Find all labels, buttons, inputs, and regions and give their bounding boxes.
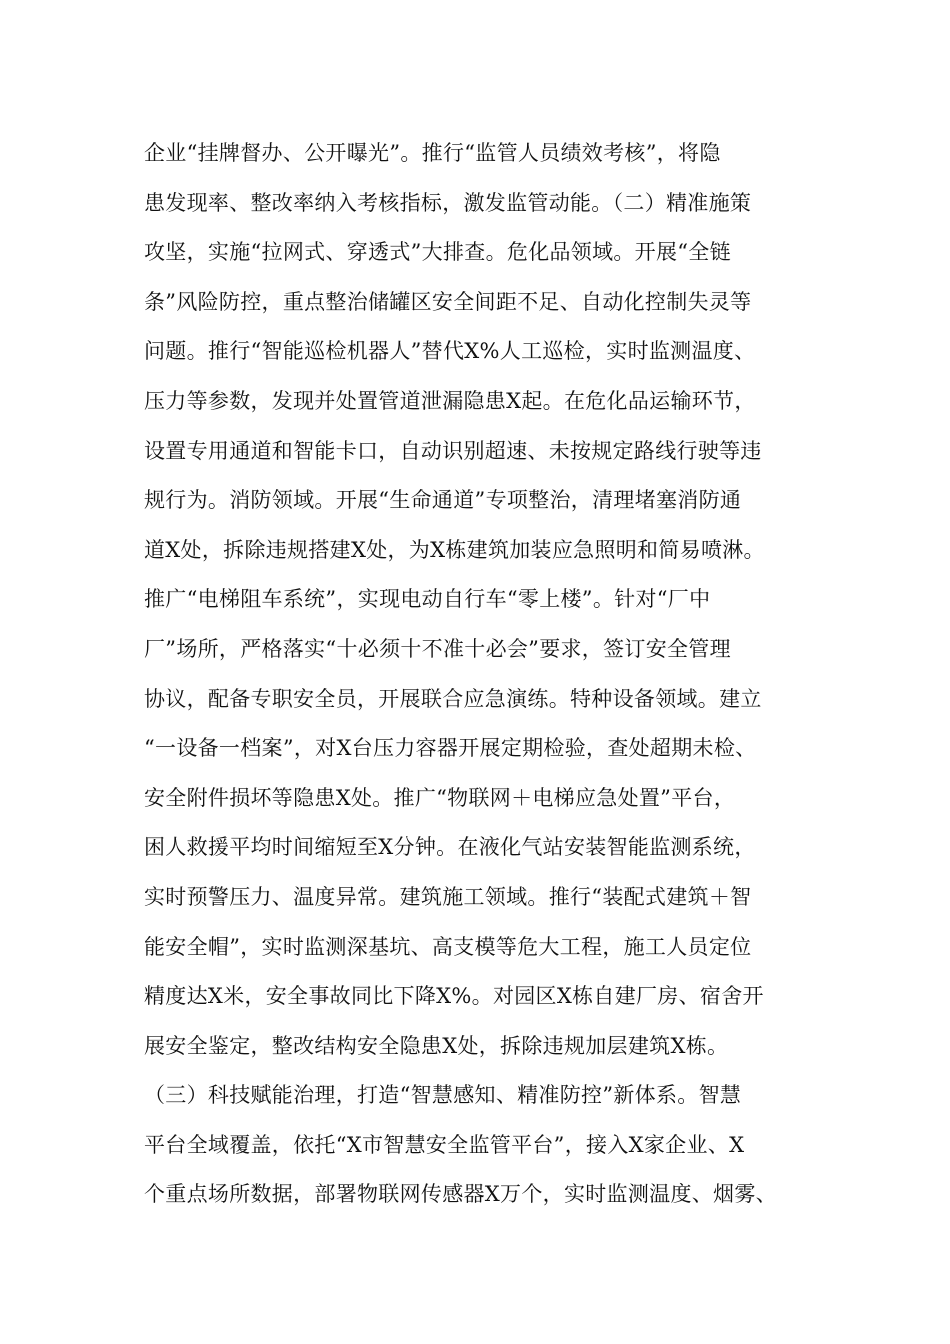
text-line: 道X处，拆除违规搭建X处，为X栋建筑加装应急照明和简易喷淋。 <box>144 537 765 562</box>
text-line: 厂”场所，严格落实“十必须十不准十必会”要求，签订安全管理 <box>144 636 731 661</box>
text-line: 压力等参数，发现并处置管道泄漏隐患X起。在危化品运输环节， <box>144 388 756 413</box>
text-line: 实时预警压力、温度异常。建筑施工领域。推行“装配式建筑＋智 <box>144 884 752 909</box>
text-line: “一设备一档案”，对X台压力容器开展定期检验，查处超期未检、 <box>144 736 757 761</box>
text-line: 企业“挂牌督办、公开曝光”。推行“监管人员绩效考核”，将隐 <box>144 141 721 165</box>
text-line: 个重点场所数据，部署物联网传感器X万个，实时监测温度、烟雾、 <box>144 1182 777 1207</box>
text-line: 攻坚，实施“拉网式、穿透式”大排查。危化品领域。开展“全链 <box>144 240 731 265</box>
text-line: 条”风险防控，重点整治储罐区安全间距不足、自动化控制失灵等 <box>144 289 752 314</box>
text-line: 困人救援平均时间缩短至X分钟。在液化气站安装智能监测系统， <box>144 835 756 860</box>
text-line: 问题。推行“智能巡检机器人”替代X%人工巡检，实时监测温度、 <box>144 339 756 364</box>
text-line: 能安全帽”，实时监测深基坑、高支模等危大工程，施工人员定位 <box>144 934 752 959</box>
text-line: 推广“电梯阻车系统”，实现电动自行车“零上楼”。针对“厂中 <box>144 587 711 612</box>
text-line: 展安全鉴定，整改结构安全隐患X处，拆除违规加层建筑X栋。 <box>144 1033 729 1058</box>
text-line: 安全附件损坏等隐患X处。推广“物联网＋电梯应急处置”平台， <box>144 785 736 810</box>
text-line: 患发现率、整改率纳入考核指标，激发监管动能。（二）精准施策 <box>144 190 752 215</box>
body-text <box>144 129 834 1220</box>
text-line: 设置专用通道和智能卡口，自动识别超速、未按规定路线行驶等违 <box>144 438 762 463</box>
text-line: 平台全域覆盖，依托“X市智慧安全监管平台”，接入X家企业、X <box>144 1132 745 1157</box>
text-line: （三）科技赋能治理，打造“智慧感知、精准防控”新体系。智慧 <box>144 1083 742 1108</box>
text-line: 协议，配备专职安全员，开展联合应急演练。特种设备领域。建立 <box>144 686 762 711</box>
text-line: 精度达X米，安全事故同比下降X%。对园区X栋自建厂房、宿舍开 <box>144 984 764 1009</box>
text-line: 规行为。消防领域。开展“生命通道”专项整治，清理堵塞消防通 <box>144 488 742 513</box>
